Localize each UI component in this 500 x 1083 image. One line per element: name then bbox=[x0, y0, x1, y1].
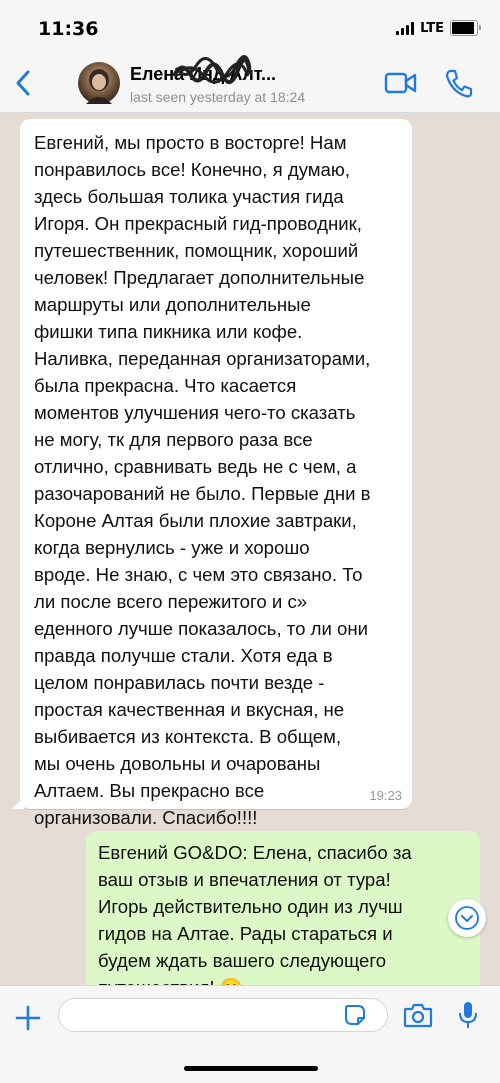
plus-icon[interactable] bbox=[14, 1004, 42, 1032]
last-seen: last seen yesterday at 18:24 bbox=[130, 89, 306, 105]
message-text: Евгений GO&DO: Елена, спасибо за ваш отзыв и впечатления от тура! Игорь действительно один из лучш гидов на Алтае. Рады стараться и будем ждать вашего следующего bbox=[98, 842, 412, 971]
microphone-icon[interactable] bbox=[458, 1000, 478, 1030]
message-text: Евгений, мы просто в восторге! Нам понравилось все! Конечно, я думаю, здесь большая толика участия гида Игоря. Он прекрасный гид-проводник, путешественник, помощник, хороший человек! Предлагает дополнительные маршруты или дополнительные фишки типа пикника или кофе. Наливка, переданная организаторами, была прекрасна. Что касается моментов улучшения чего-то сказать не могу, тк для первого раза все отлично, сравнивать ведь не с чем, а разочарований не было. Первые дни в Короне Алтая были плохие завтраки, когда вернулись - уже и хорошо вроде. Не знаю, с чем это связано. То ли после всего пережитого и с» еденного лучше показалось, то ли они правда получше стали. Хотя еда в целом понравилась почти везде - простая качественная и вкусная, не выбивается из контекста. В общем, мы очень довольны и очарованы Алтаем. Вы прекрасно все организовали. Спасибо!!!! bbox=[34, 132, 371, 828]
bubble-tail bbox=[12, 797, 24, 809]
chevron-left-icon[interactable] bbox=[12, 68, 36, 98]
home-indicator bbox=[184, 1066, 318, 1071]
video-call-icon[interactable] bbox=[384, 70, 418, 96]
phone-icon[interactable] bbox=[444, 68, 472, 98]
contact-name[interactable]: Елена Инд Алт... bbox=[130, 64, 277, 84]
battery-icon bbox=[450, 20, 478, 36]
chat-area[interactable] bbox=[0, 113, 500, 985]
network-label: LTE bbox=[420, 20, 444, 36]
scroll-down-button[interactable] bbox=[448, 899, 486, 937]
status-indicators bbox=[396, 20, 478, 36]
message-input[interactable] bbox=[58, 998, 388, 1032]
outgoing-message-bubble[interactable] bbox=[86, 831, 480, 1001]
signal-icon bbox=[396, 21, 414, 35]
status-bar bbox=[0, 0, 500, 56]
message-time: 19:23 bbox=[369, 788, 402, 803]
incoming-message-bubble[interactable] bbox=[20, 119, 412, 828]
avatar[interactable] bbox=[78, 62, 120, 104]
status-time: 11:36 bbox=[38, 18, 99, 40]
chat-header bbox=[0, 56, 500, 113]
chevron-down-circle-icon bbox=[454, 905, 480, 931]
camera-icon[interactable] bbox=[403, 1002, 433, 1028]
redaction-scribble bbox=[172, 56, 252, 86]
sticker-icon[interactable] bbox=[344, 1004, 366, 1026]
